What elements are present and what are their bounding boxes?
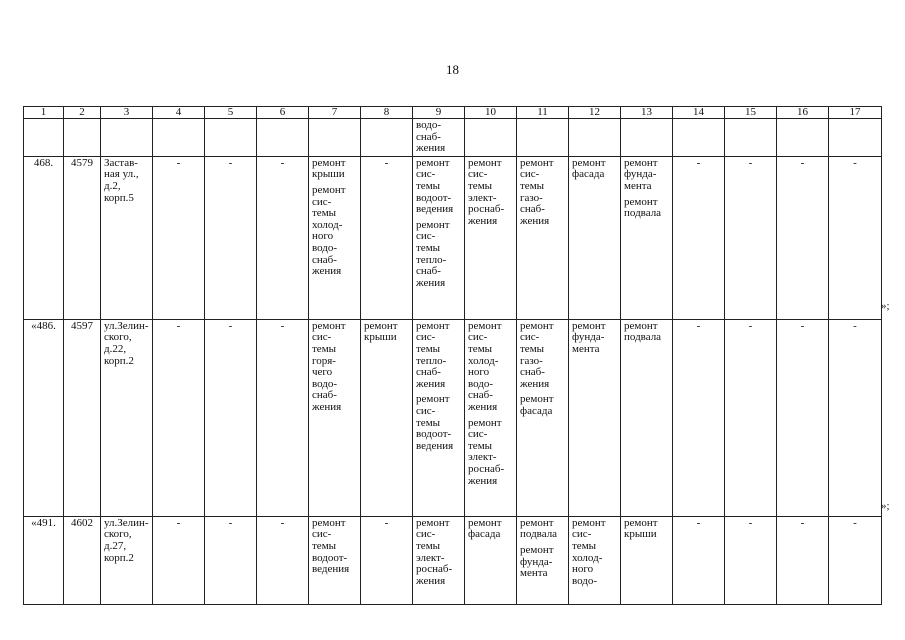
table-cell	[777, 319, 829, 516]
cell-text: -	[384, 156, 389, 169]
table-cell	[205, 516, 257, 604]
table-cell	[24, 119, 64, 157]
table-cell	[64, 156, 101, 319]
table-cell	[64, 319, 101, 516]
table-row	[24, 516, 882, 604]
cell-text: ремонт подвала	[624, 195, 662, 220]
cell-text: ремонт фасада	[572, 156, 606, 181]
table-cell	[257, 119, 309, 157]
table-cell	[673, 319, 725, 516]
table-cell	[673, 119, 725, 157]
table-cell	[257, 516, 309, 604]
cell-text: -	[280, 516, 285, 529]
cell-text: -	[748, 516, 753, 529]
column-number-6: 6	[257, 107, 309, 119]
closing-quote-mark: »;	[881, 300, 890, 312]
cell-text: ремонт подвала	[624, 319, 662, 344]
table-cell	[517, 319, 569, 516]
cell-text: ремонт крыши	[312, 156, 346, 181]
column-number-9: 9	[413, 107, 465, 119]
cell-text: -	[748, 156, 753, 169]
cell-text: -	[176, 156, 181, 169]
table-cell	[673, 156, 725, 319]
table-cell	[465, 156, 517, 319]
cell-text: 468.	[33, 156, 54, 169]
table-cell	[621, 319, 673, 516]
cell-text: -	[853, 319, 857, 332]
cell-text: ремонт сис- темы холод- ного водо- снаб- жения	[468, 319, 502, 413]
table-cell	[101, 516, 153, 604]
table-cell	[413, 156, 465, 319]
table-cell	[725, 156, 777, 319]
cell-text: ремонт крыши	[364, 319, 398, 344]
table-cell	[413, 516, 465, 604]
table-cell	[829, 119, 882, 157]
cell-text: -	[800, 516, 805, 529]
cell-text: ремонт сис- темы тепло- снаб- жения	[416, 319, 450, 390]
cell-text: -	[384, 516, 389, 529]
table-cell	[465, 516, 517, 604]
table-cell	[621, 119, 673, 157]
cell-text: -	[748, 319, 753, 332]
table-cell	[309, 119, 361, 157]
column-number-15: 15	[725, 107, 777, 119]
column-number-17: 17	[829, 107, 882, 119]
cell-text: ремонт сис- темы водоот- ведения	[312, 516, 350, 576]
table-cell	[829, 156, 882, 319]
table-cell	[361, 119, 413, 157]
cell-text: ремонт сис- темы водоот- ведения	[416, 156, 454, 216]
table-row-continuation	[24, 119, 882, 157]
column-number-8: 8	[361, 107, 413, 119]
cell-text: «491.	[31, 516, 56, 529]
cell-text: ул.Зелин- ского, д.22, корп.2	[104, 319, 149, 367]
cell-text: -	[228, 319, 233, 332]
cell-text: 4579	[71, 156, 93, 169]
cell-text: ремонт крыши	[624, 516, 658, 541]
table-cell	[569, 156, 621, 319]
column-number-2: 2	[64, 107, 101, 119]
column-number-4: 4	[153, 107, 205, 119]
page-number: 18	[446, 62, 459, 77]
table-cell	[777, 516, 829, 604]
cell-text: -	[696, 516, 701, 529]
closing-quote-mark: »;	[881, 500, 890, 512]
table-cell	[413, 319, 465, 516]
cell-text: ул.Зелин- ского, д.27, корп.2	[104, 516, 149, 564]
cell-text: -	[280, 319, 285, 332]
table-cell	[361, 156, 413, 319]
table-cell	[101, 319, 153, 516]
cell-text: ремонт сис- темы газо- снаб- жения	[520, 156, 554, 227]
table-cell	[517, 516, 569, 604]
table-cell	[309, 156, 361, 319]
cell-text: ремонт сис- темы газо- снаб- жения	[520, 319, 554, 390]
table-cell	[153, 119, 205, 157]
table-cell	[101, 119, 153, 157]
table-cell	[24, 516, 64, 604]
table-cell	[777, 119, 829, 157]
cell-text: ремонт сис- темы водоот- ведения	[416, 393, 454, 452]
column-number-1: 1	[24, 107, 64, 119]
table-cell	[205, 319, 257, 516]
table-cell	[621, 156, 673, 319]
table-cell	[257, 319, 309, 516]
cell-text: ремонт сис- темы холод- ного водо-	[572, 516, 606, 587]
table-cell	[725, 319, 777, 516]
table-cell	[517, 156, 569, 319]
cell-text: ремонт сис- темы тепло- снаб- жения	[416, 218, 450, 289]
table-cell	[153, 319, 205, 516]
table-cell	[101, 156, 153, 319]
cell-text: Застав- ная ул., д.2, корп.5	[104, 156, 139, 204]
cell-text: -	[228, 156, 233, 169]
table-cell	[829, 516, 882, 604]
cell-text: -	[853, 516, 857, 529]
table-cell	[829, 319, 882, 516]
table-cell	[205, 156, 257, 319]
table-row	[24, 156, 882, 319]
table-cell	[465, 319, 517, 516]
cell-text: ремонт фунда- мента	[624, 156, 658, 192]
cell-text: -	[176, 516, 181, 529]
table-cell	[309, 319, 361, 516]
cell-text: -	[800, 319, 805, 332]
table-cell	[413, 119, 465, 157]
cell-text: ремонт фасада	[520, 393, 554, 417]
table-cell	[153, 516, 205, 604]
cell-text: ремонт сис- темы элект- роснаб- жения	[416, 516, 453, 587]
cell-text: ремонт фасада	[468, 516, 502, 541]
table-row	[24, 319, 882, 516]
column-number-11: 11	[517, 107, 569, 119]
column-number-10: 10	[465, 107, 517, 119]
cell-text: «486.	[31, 319, 56, 332]
table-cell	[569, 516, 621, 604]
table-cell	[257, 156, 309, 319]
table-cell	[24, 319, 64, 516]
table-cell	[673, 516, 725, 604]
cell-text: 4597	[71, 319, 93, 332]
column-number-7: 7	[309, 107, 361, 119]
cell-text: 4602	[71, 516, 93, 529]
table-cell	[205, 119, 257, 157]
table-cell	[777, 156, 829, 319]
cell-text: -	[696, 156, 701, 169]
table-cell	[361, 516, 413, 604]
cell-text: ремонт сис- темы горя- чего водо- снаб- жения	[312, 319, 346, 413]
table-cell	[465, 119, 517, 157]
cell-text: -	[800, 156, 805, 169]
cell-text: водо- снаб- жения	[416, 119, 446, 155]
table-cell	[569, 319, 621, 516]
column-number-16: 16	[777, 107, 829, 119]
cell-text: -	[696, 319, 701, 332]
cell-text: -	[176, 319, 181, 332]
cell-text: -	[228, 516, 233, 529]
table-cell	[725, 516, 777, 604]
cell-text: ремонт сис- темы холод- ного водо- снаб- жения	[312, 183, 346, 278]
table-cell	[517, 119, 569, 157]
column-number-3: 3	[101, 107, 153, 119]
table-cell	[621, 516, 673, 604]
cell-text: ремонт сис- темы элект- роснаб- жения	[468, 416, 505, 487]
table-cell	[361, 319, 413, 516]
table-cell	[725, 119, 777, 157]
table-cell	[153, 156, 205, 319]
column-number-14: 14	[673, 107, 725, 119]
cell-text: ремонт сис- темы элект- роснаб- жения	[468, 156, 505, 227]
table-cell	[64, 119, 101, 157]
table-cell	[64, 516, 101, 604]
column-number-5: 5	[205, 107, 257, 119]
cell-text: ремонт подвала	[520, 516, 558, 541]
table-cell	[569, 119, 621, 157]
column-number-13: 13	[621, 107, 673, 119]
cell-text: -	[280, 156, 285, 169]
cell-text: -	[853, 156, 857, 169]
cell-text: ремонт фунда- мента	[572, 319, 606, 355]
column-number-12: 12	[569, 107, 621, 119]
cell-text: ремонт фунда- мента	[520, 543, 554, 580]
table-cell	[24, 156, 64, 319]
repair-schedule-table	[23, 106, 882, 605]
table-header-row	[24, 107, 882, 119]
table-cell	[309, 516, 361, 604]
